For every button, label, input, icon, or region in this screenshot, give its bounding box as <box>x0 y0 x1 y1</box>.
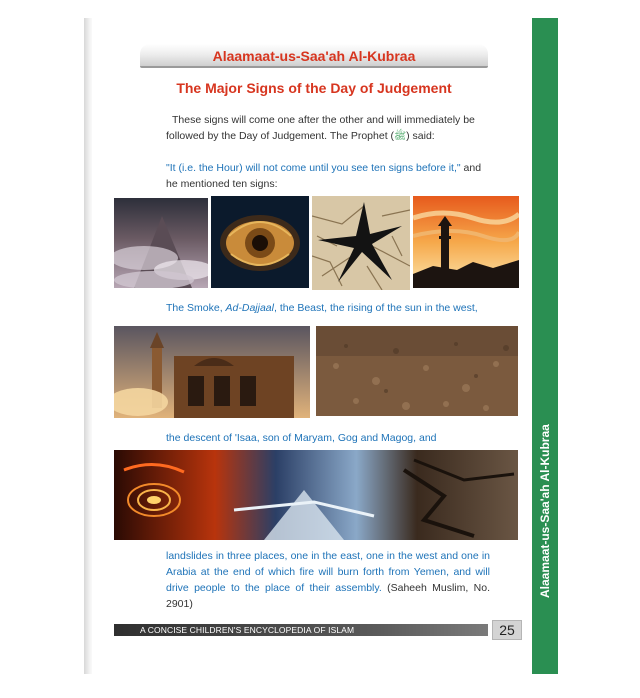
hadith-quote <box>166 160 490 192</box>
gog-magog-image <box>316 326 518 416</box>
quote-text-end: and he mentioned ten signs: <box>166 162 482 190</box>
closing-paragraph <box>166 548 490 612</box>
caption-1-pre: The Smoke, <box>166 302 226 314</box>
landslides-image <box>114 450 518 540</box>
header-title: Alaamaat-us-Saa'ah Al-Kubraa <box>212 48 416 64</box>
caption-1-italic: Ad-Dajjaal <box>225 302 274 314</box>
side-tab-label: Alaamaat-us-Saa'ah Al-Kubraa <box>538 424 552 598</box>
caption-1-post: , the Beast, the rising of the sun in the west, <box>273 302 478 314</box>
sun-rising-west-image <box>413 196 519 288</box>
page-title: The Major Signs of the Day of Judgement <box>176 80 452 96</box>
beast-image <box>312 196 410 290</box>
salawat-glyph: ﷺ <box>394 131 407 142</box>
closing-text: landslides in three places, one in the east, one in the west and one in Arabia at the end of which fire will burn forth from Yemen, and will drive people to the place of their assembly. <box>166 550 490 594</box>
footer-book-title: A CONCISE CHILDREN'S ENCYCLOPEDIA OF ISLAM <box>140 625 355 635</box>
page-number: 25 <box>492 620 522 640</box>
hadith-reference: (Saheeh Muslim, No. 2901) <box>166 582 490 610</box>
isaa-mosque-image <box>114 326 310 418</box>
caption-line-2: the descent of 'Isaa, son of Maryam, Gog and Magog, and <box>166 432 437 444</box>
caption-line-1 <box>166 302 490 314</box>
dajjaal-eye-image <box>211 196 309 288</box>
intro-paragraph <box>166 112 490 145</box>
intro-text-end: ) said: <box>406 130 435 142</box>
quote-text: "It (i.e. the Hour) will not come until you see ten signs before it," <box>166 162 461 174</box>
smoke-image <box>114 198 208 288</box>
intro-text: These signs will come one after the other and will immediately be followed by the Day of Judgement. The Prophet ( <box>166 114 475 142</box>
